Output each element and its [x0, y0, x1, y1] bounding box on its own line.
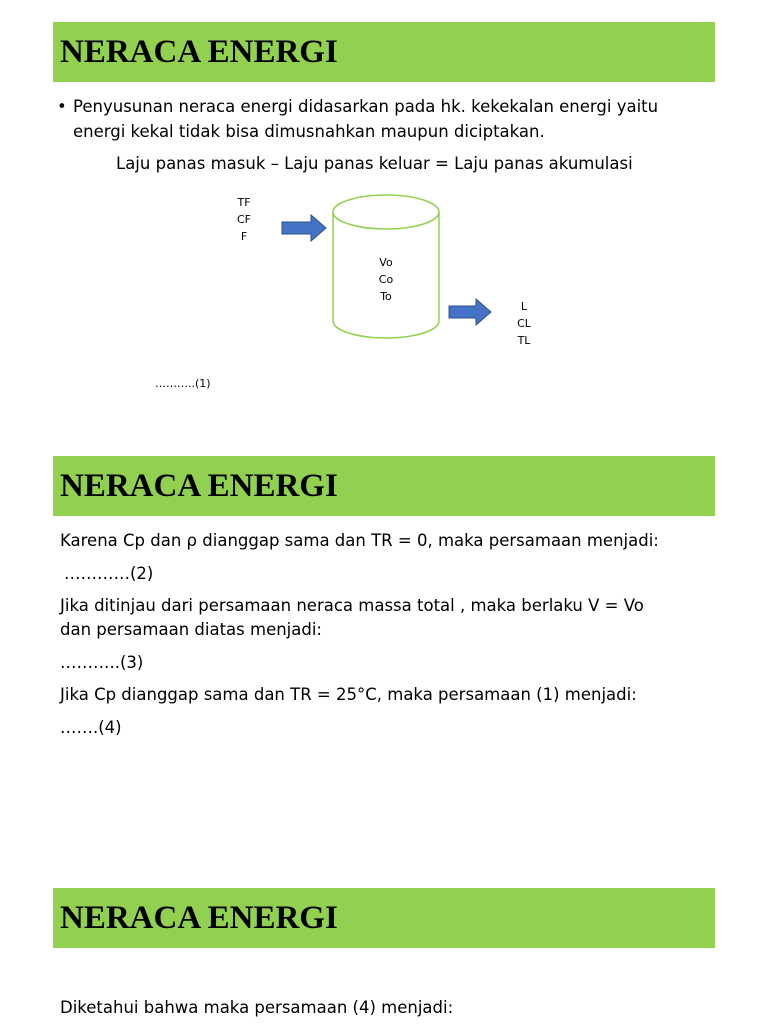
slide-2-line-2a: Jika ditinjau dari persamaan neraca massa total , maka berlaku V = Vo [60, 596, 644, 615]
bullet-point: • [57, 97, 67, 116]
equation-1-ref: ………..(1) [155, 377, 211, 390]
slide-2-line-1: Karena Cp dan ρ dianggap sama dan TR = 0, maka persamaan menjadi: [60, 531, 659, 550]
slide-3-line-1: Diketahui bahwa maka persamaan (4) menjadi: [60, 998, 454, 1017]
outlet-labels [504, 298, 544, 349]
equation-2-ref: …………(2) [64, 564, 154, 583]
tank-label-co: Co [378, 273, 394, 286]
reactor-diagram [0, 0, 768, 432]
slide-2-line-3: Jika Cp dianggap sama dan TR = 25°C, maka persamaan (1) menjadi: [60, 685, 637, 704]
slide-2-line-2b: dan persamaan diatas menjadi: [60, 620, 322, 639]
tank-label-to: To [380, 290, 392, 303]
equation-3-ref: ………..(3) [60, 653, 144, 672]
tank-labels [366, 254, 406, 305]
outlet-label-cl: CL [517, 317, 531, 330]
outlet-label-tl: TL [517, 334, 531, 347]
outlet-label-l: L [520, 300, 528, 313]
slide-2 [0, 432, 768, 864]
bullet-line-1: Penyusunan neraca energi didasarkan pada hk. kekekalan energi yaitu [73, 97, 659, 116]
energy-balance-equation: Laju panas masuk – Laju panas keluar = Laju panas akumulasi [116, 154, 633, 173]
tank-label-vo: Vo [379, 256, 393, 269]
inlet-label-cf: CF [236, 213, 251, 226]
inlet-label-f: F [240, 230, 248, 243]
outlet-arrow [449, 299, 491, 325]
bullet-line-2: energi kekal tidak bisa dimusnahkan maupun diciptakan. [73, 122, 545, 141]
slide-3-title: NERACA ENERGI [53, 888, 715, 948]
slide-1-title: NERACA ENERGI [53, 22, 715, 82]
equation-4-ref: …….(4) [60, 718, 122, 737]
slide-3 [0, 864, 768, 1024]
slide-2-title: NERACA ENERGI [53, 456, 715, 516]
inlet-arrow [282, 215, 326, 241]
inlet-labels [224, 194, 264, 245]
slide-1 [0, 0, 768, 432]
inlet-label-tf: TF [237, 196, 251, 209]
